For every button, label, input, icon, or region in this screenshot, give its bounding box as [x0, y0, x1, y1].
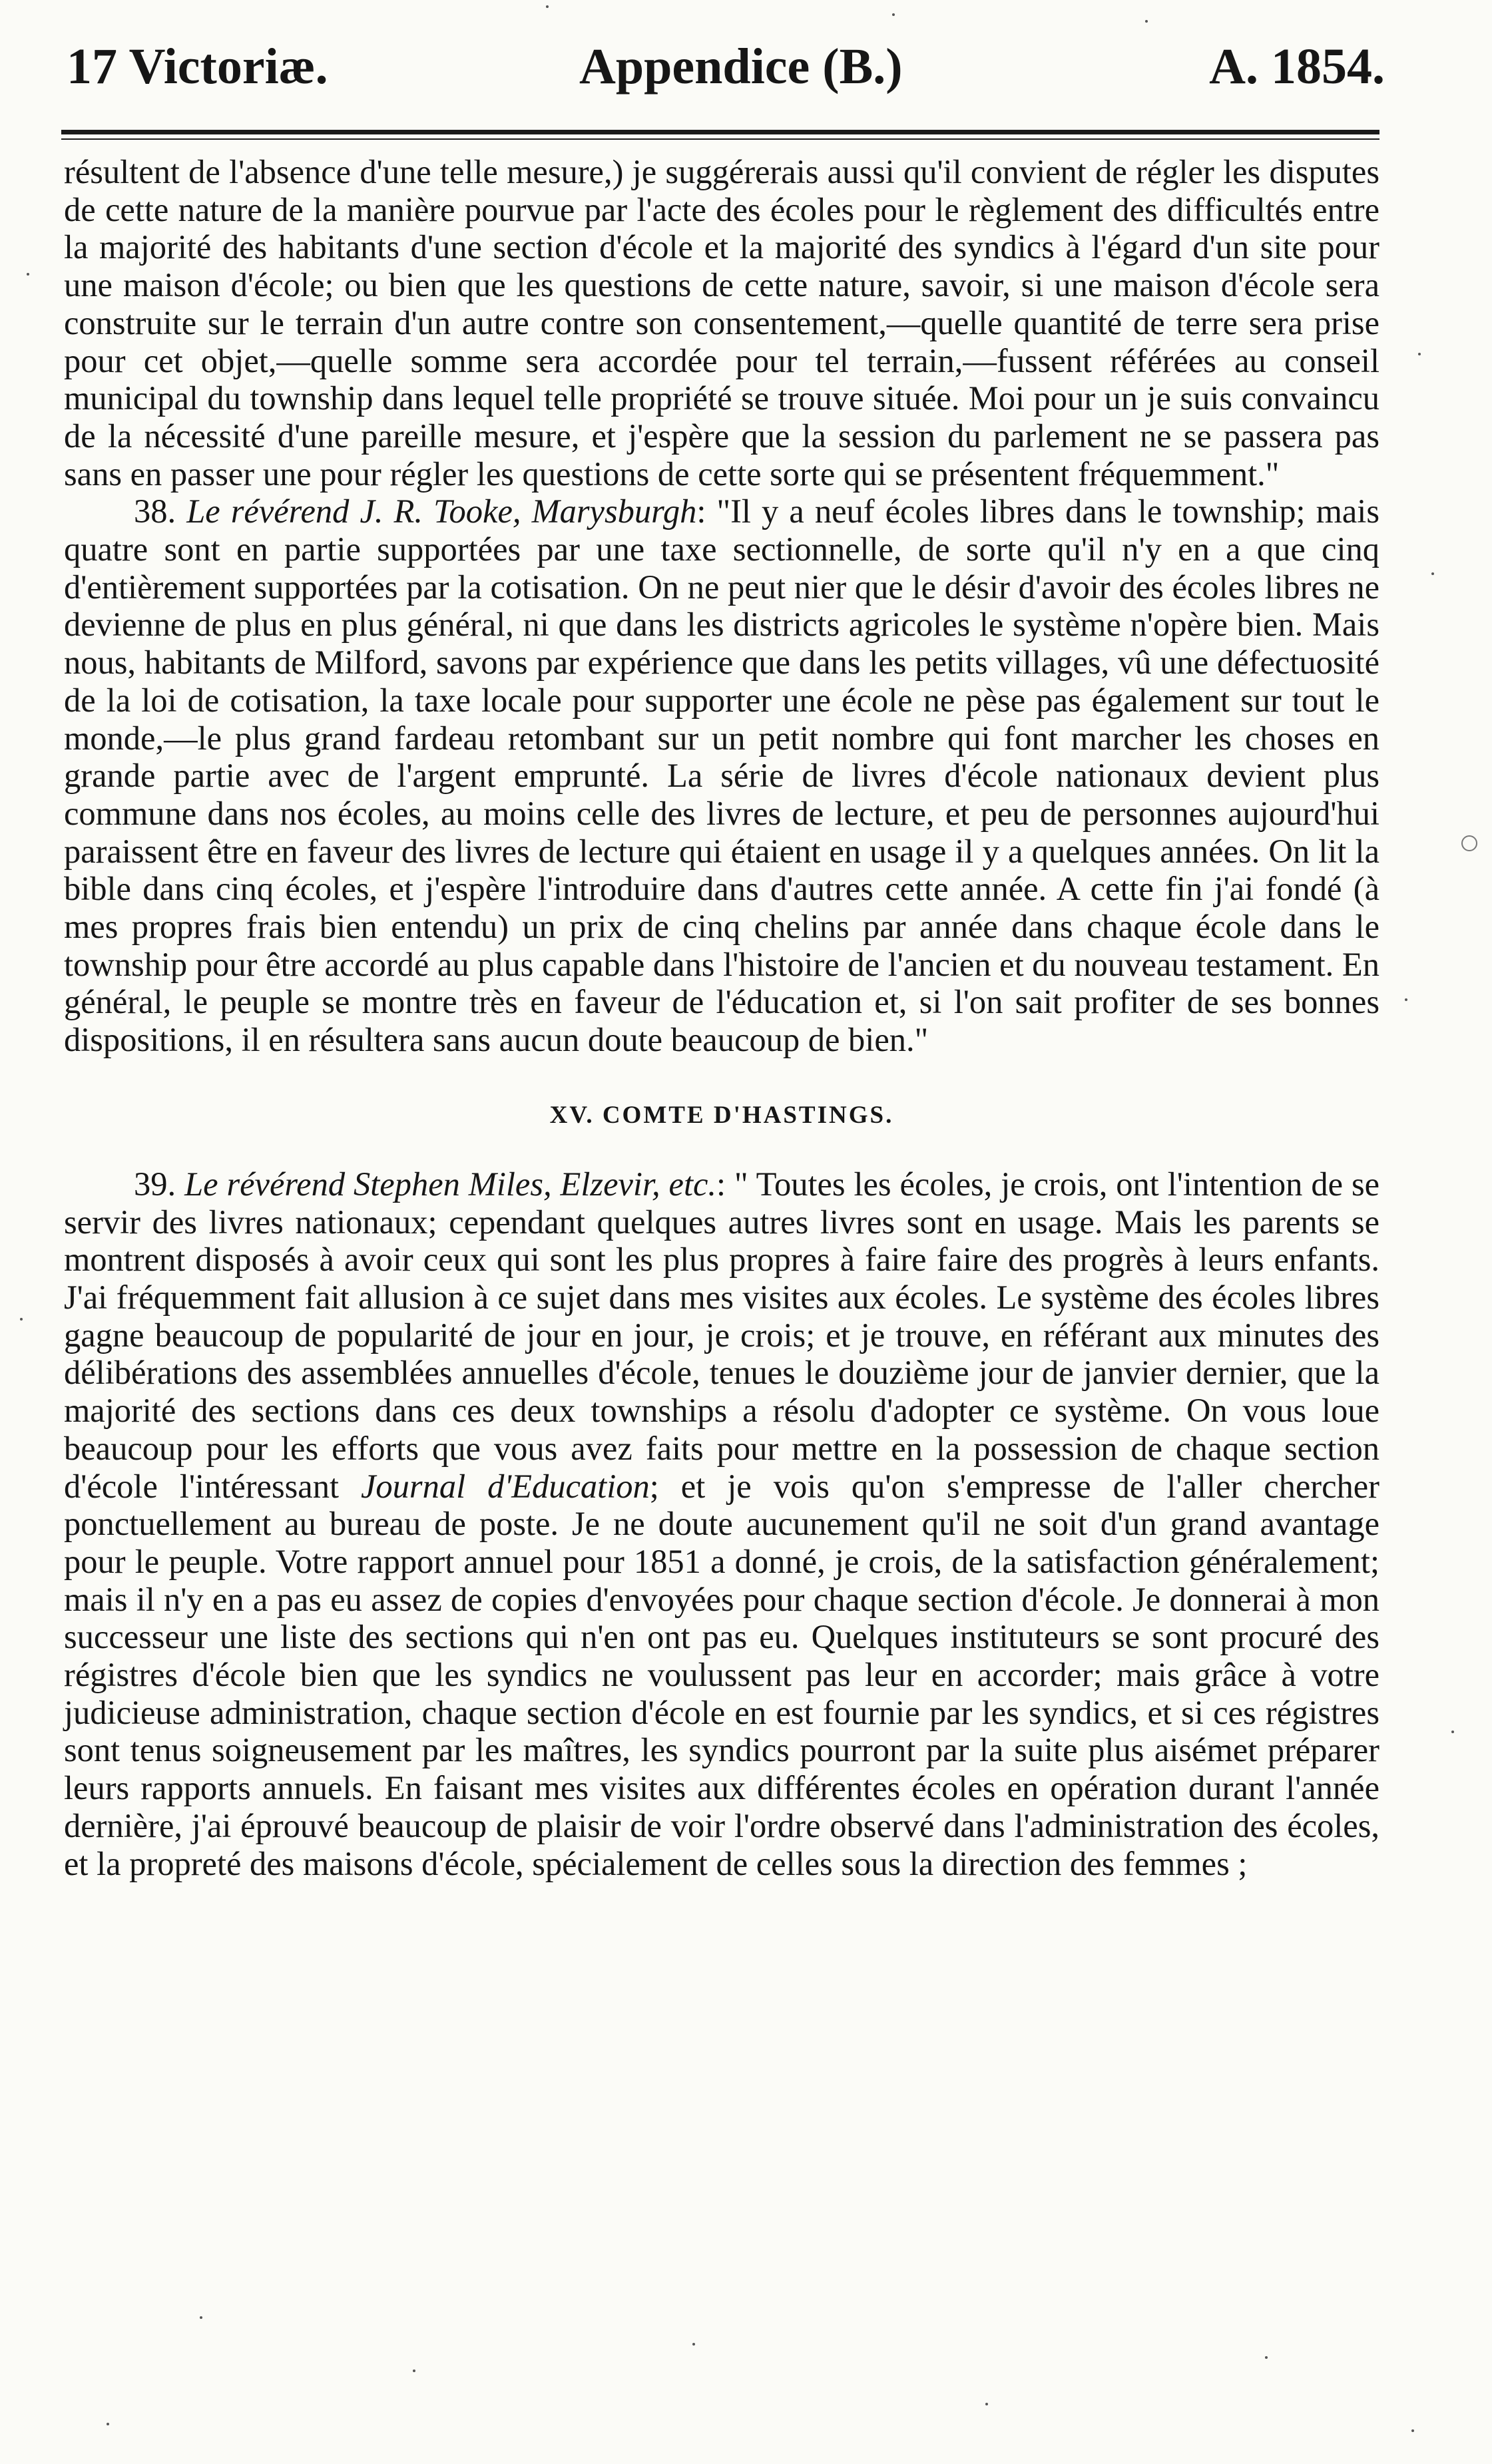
scan-speck [1451, 1731, 1454, 1733]
scan-speck [1405, 998, 1407, 1001]
paragraph-39-text-b: ; et je vois qu'on s'empresse de l'aller chercher ponctuellement au bureau de poste. Je ne doute aucunement qu'il ne soit d'un grand avantage pour le peuple. Votre rapport annuel pour 1851 a donné, je crois, de la satisfaction généralement; mais il n'y en a pas eu assez de copies d'envoyées pour chaque section d'école. Je donnerai à mon successeur une liste des sections qui n'en ont pas eu. Quelques instituteurs se sont procuré des régistres d'école bien que les syndics ne voulussent pas leur en accorder; mais grâce à votre judicieuse administration, chaque section d'école en est fournie par les syndics, et si ces régistres sont tenus soigneusement par les maîtres, les syndics pourront par la suite plus aisémet préparer leurs rapports annuels. En faisant mes visites aux différentes écoles en opération durant l'année dernière, j'ai éprouvé beaucoup de plaisir de voir l'ordre observé dans l'administration des écoles, et la propreté des maisons d'école, spécialement de celles sous la direction des femmes ; [64, 1467, 1380, 1882]
paragraph-39-journal-title: Journal d'Education [361, 1467, 650, 1505]
paragraph-39-text-a: : " Toutes les écoles, je crois, ont l'intention de se servir des livres nationaux; cependant quelques autres livres sont en usage. Mais les parents se montrent disposés à avoir ceux qui sont les plus propres à faire faire des progrès à leurs enfants. J'ai fréquemment fait allusion à ce sujet dans mes visites aux écoles. Le système des écoles libres gagne beaucoup de popularité de jour en jour, je crois; et je trouve, en référant aux minutes des délibérations des assemblées annuelles d'école, tenues le douzième jour de janvier dernier, que la majorité des sections dans ces deux townships a résolu d'adopter ce système. On vous loue beaucoup pour les efforts que vous avez faits pour mettre en la possession de chaque section d'école l'intéressant [64, 1165, 1380, 1505]
section-heading: XV. COMTE D'HASTINGS. [549, 1101, 894, 1129]
scan-speck [1145, 20, 1148, 23]
scan-speck [20, 1318, 23, 1321]
paragraph-38-text: : "Il y a neuf écoles libres dans le township; mais quatre sont en partie supportées par une taxe sectionnelle, de sorte qu'il n'y en a que cinq d'entièrement supportées par la cotisation. On ne peut nier que le désir d'avoir des écoles libres ne devienne de plus en plus général, ni que dans les districts agricoles le système n'opère bien. Mais nous, habitants de Milford, savons par expérience que dans les petits villages, vû une défectuosité de la loi de cotisation, la taxe locale pour supporter une école ne pèse pas également sur tout le monde,—le plus grand fardeau retombant sur un petit nombre qui font marcher les choses en grande partie avec de l'argent emprunté. La série de livres d'école nationaux devient plus commune dans nos écoles, au moins celle des livres de lecture, et peu de personnes aujourd'hui paraissent être en faveur des livres de lecture qui étaient en usage il y a quelques années. On lit la bible dans cinq écoles, et j'espère l'introduire dans d'autres cette année. A cette fin j'ai fondé (à mes propres frais bien entendu) un prix de cinq chelins par année dans chaque école dans le township pour être accordé au plus capable dans l'histoire de l'ancien et du nouveau testament. En général, le peuple se montre très en faveur de l'éducation et, si l'on sait profiter de ses bonnes dispositions, il en résultera sans aucun doute beaucoup de bien." [64, 493, 1379, 1059]
scan-speck [1265, 2356, 1268, 2359]
paragraph-39-author: Le révérend Stephen Miles, Elzevir, etc. [184, 1165, 717, 1203]
scan-speck [27, 273, 29, 276]
header-year: A. 1854. [1209, 39, 1385, 95]
scan-artifact-circle [1461, 835, 1477, 851]
header-session: 17 Victoriæ. [67, 39, 328, 95]
page-header [47, 27, 1385, 106]
header-appendix: Appendice (B.) [579, 39, 903, 95]
header-rule-thick [61, 130, 1379, 134]
scan-speck [1411, 2429, 1414, 2432]
paragraph-39 [64, 1165, 1379, 1882]
paragraph-38 [64, 493, 1379, 1059]
scan-speck [546, 5, 549, 8]
scan-speck [1418, 353, 1421, 355]
paragraph-continuation: résultent de l'absence d'une telle mesure,) je suggérerais aussi qu'il convient de régler les disputes de cette nature de la manière pourvue par l'acte des écoles pour le règlement des difficultés entre la majorité des habitants d'une section d'école et la majorité des syndics à l'égard d'un site pour une maison d'école; ou bien que les questions de cette nature, savoir, si une maison d'école sera construite sur le terrain d'un autre contre son consentement,—quelle quantité de terre sera prise pour cet objet,—quelle somme sera accordée pour tel terrain,—fussent référées au conseil municipal du township dans lequel telle propriété se trouve située. Moi pour un je suis convaincu de la nécessité d'une pareille mesure, et j'espère que la session du parlement ne se passera pas sans en passer une pour régler les questions de cette sorte qui se présentent fréquemment." [64, 153, 1379, 493]
scan-speck [413, 2369, 415, 2372]
paragraph-39-number: 39. [134, 1165, 176, 1203]
scan-speck [692, 2343, 695, 2346]
scan-speck [892, 13, 895, 16]
header-rule-thin [61, 138, 1379, 140]
paragraph-38-number: 38. [134, 493, 176, 530]
page-body [64, 153, 1379, 1882]
scan-speck [200, 2316, 202, 2319]
scan-speck [1431, 572, 1434, 575]
scan-speck [985, 2403, 988, 2405]
paragraph-38-author: Le révérend J. R. Tooke, Marysburgh [186, 493, 697, 530]
scan-speck [107, 2423, 109, 2425]
